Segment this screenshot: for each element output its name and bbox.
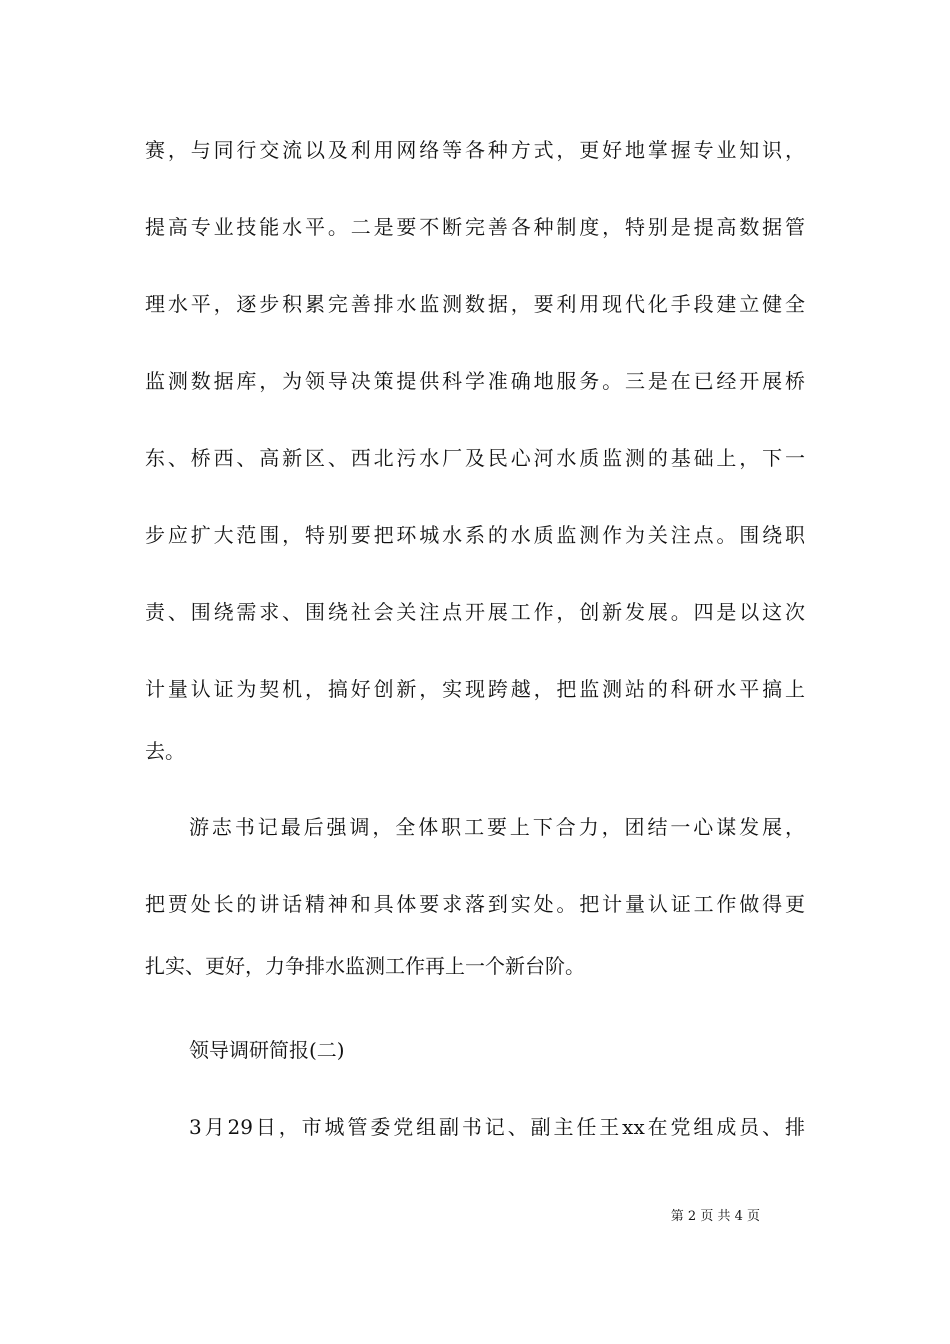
section-heading: 领导调研简报(二): [189, 1038, 345, 1062]
paragraph-line: 责、围绕需求、围绕社会关注点开展工作，创新发展。四是以这次: [145, 600, 805, 624]
paragraph-line: 提高专业技能水平。二是要不断完善各种制度，特别是提高数据管: [145, 215, 805, 239]
paragraph-line: 理水平，逐步积累完善排水监测数据，要利用现代化手段建立健全: [145, 292, 805, 316]
paragraph-line: 赛，与同行交流以及利用网络等各种方式，更好地掌握专业知识，: [145, 138, 805, 162]
paragraph-line: 3月29日，市城管委党组副书记、副主任王xx在党组成员、排: [189, 1115, 805, 1139]
paragraph-line: 步应扩大范围，特别要把环城水系的水质监测作为关注点。围绕职: [145, 523, 805, 547]
paragraph-line: 东、桥西、高新区、西北污水厂及民心河水质监测的基础上，下一: [145, 446, 805, 470]
paragraph-line: 游志书记最后强调，全体职工要上下合力，团结一心谋发展，: [189, 815, 805, 839]
paragraph-line: 扎实、更好，力争排水监测工作再上一个新台阶。: [145, 954, 585, 978]
paragraph-line: 去。: [145, 739, 185, 763]
page-footer: 第 2 页 共 4 页: [670, 1209, 760, 1224]
paragraph-line: 监测数据库，为领导决策提供科学准确地服务。三是在已经开展桥: [145, 369, 805, 393]
paragraph-line: 计量认证为契机，搞好创新，实现跨越，把监测站的科研水平搞上: [145, 677, 805, 701]
paragraph-line: 把贾处长的讲话精神和具体要求落到实处。把计量认证工作做得更: [145, 892, 805, 916]
